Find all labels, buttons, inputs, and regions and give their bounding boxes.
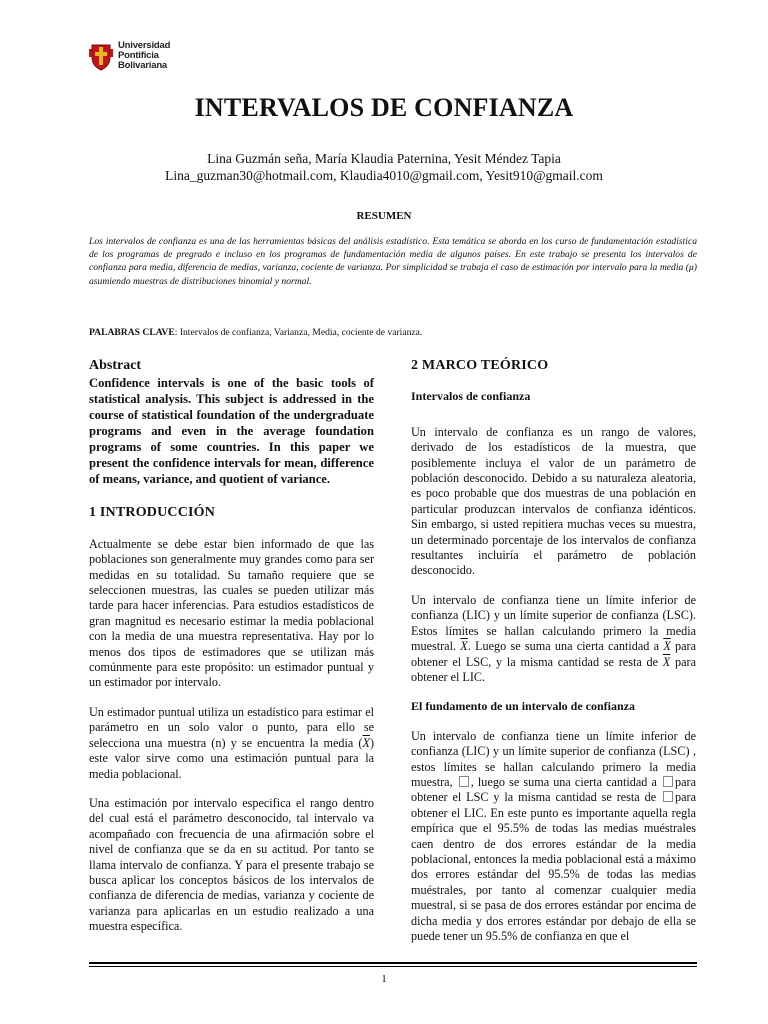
right-column <box>411 358 696 958</box>
xbar-symbol: $\overline{X}$ <box>362 735 370 750</box>
xbar-symbol: $\overline{X}$ <box>663 639 671 654</box>
marco-subheading-1: Intervalos de confianza <box>411 389 531 404</box>
author-emails: Lina_guzman30@hotmail.com, Klaudia4010@gmail.com, Yesit910@gmail.com <box>165 168 603 183</box>
marco-paragraph-3: Un intervalo de confianza tiene un límite inferior de confianza (LIC) y un límite superior de confianza (LSC) , estos límites se hallan calculando primero la media muestra, , luego se suma una cierta cantidad a para obtener el LSC y la misma cantidad se resta de para obtener el LIC. En este punto es importante aquella regla empírica que el 95.5% de todas las medias muéstrales caen dentro de dos errores estándar de la media poblacional, entonces la media poblacional está a máximo dos errores estándar del 95.5% de todas las medias muéstrales, por tanto al comenzar cualquier media muestral, si se pasa de dos errores estándar por encima de dicha media y dos errores estándar por debajo de ella se puede tener un 95.5% de confianza en que el <box>411 728 697 943</box>
resumen-text: Los intervalos de confianza es una de las herramientas básicas del análisis estadístico. Esta temática se aborda en los curso de fundamentación estadística de los programas de pregrado e incluso en los programas de fundamentación media de algunos países. En este trabajo se presenta los intervalos de confianza para media, diferencia de medias, varianza, cociente de varianza. Por simplicidad se trabaja el caso de estimación por intervalo para la media (μ) asumiendo muestras de distribuciones binomial y normal. <box>89 236 697 287</box>
marco-subheading-2: El fundamento de un intervalo de confianza <box>411 699 636 714</box>
crest-icon <box>88 41 114 71</box>
missing-glyph-icon <box>663 791 673 802</box>
xbar-symbol: $\overline{X}$ <box>460 639 468 654</box>
missing-glyph-icon <box>663 776 673 787</box>
abstract-text: Confidence intervals is one of the basic tools of statistical analysis. This subject is addressed in the course of statistical foundation of the undergraduate programs and even in the average foundation programs of some countries. In this paper we present the confidence intervals for mean, difference of means, variance, and quotient of variance. <box>89 376 374 487</box>
resumen-heading: RESUMEN <box>356 210 412 222</box>
keywords <box>89 326 697 339</box>
marco-paragraph-2: Un intervalo de confianza tiene un límite inferior de confianza (LIC) y un límite superior de confianza (LSC). Estos límites se hallan calculando primero la media muestral. $\overline{X}$. Luego se suma una cierta cantidad a $\overline{X}$ para obtener el LSC, y la misma cantidad se resta de $\overline{X}$ para obtener el LIC. <box>411 592 697 684</box>
paper-title: INTERVALOS DE CONFIANZA <box>194 93 574 122</box>
logo-wordmark: Universidad Pontificia Bolivariana <box>118 40 171 71</box>
author-names: Lina Guzmán seña, María Klaudia Paternina, Yesit Méndez Tapia <box>207 151 561 166</box>
author-block <box>0 150 768 184</box>
abstract-heading: Abstract <box>89 358 142 373</box>
marco-heading: 2 MARCO TEÓRICO <box>411 358 549 373</box>
university-logo <box>88 37 184 75</box>
marco-paragraph-1: Un intervalo de confianza es un rango de valores, derivado de los estadísticos de la muestra, que posiblemente incluya el valor de un parámetro de población desconocido. Debido a su naturaleza aleatoria, es poco probable que dos muestras de una población en particular produzcan intervalos de confianza idénticos. Sin embargo, si usted repitiera muchas veces su muestra, un determinado porcentaje de los intervalos de confianza resultantes incluiría el parámetro de población desconocido. <box>411 424 696 578</box>
intro-paragraph-3: Una estimación por intervalo especifica el rango dentro del cual está el parámetro desconocido, tal intervalo va acompañado con frecuencia de una afirmación sobre el nivel de confianza que se da en su actitud. Por tanto se llama intervalo de confianza. Y para el presente trabajo se busca aplicar los conceptos básicos de los intervalos de confianza de diferencia de medias, varianza y cociente de varianza para aplicarlas en un estudio realizado a una muestra específica. <box>89 795 374 934</box>
intro-heading: 1 INTRODUCCIÓN <box>89 505 216 521</box>
page-number: 1 <box>381 973 387 985</box>
missing-glyph-icon <box>459 776 469 787</box>
intro-paragraph-2: Un estimador puntual utiliza un estadístico para estimar el parámetro en un solo valor o punto, para ello se selecciona una muestra (n) y se encuentra la media $(\overline{X})$ este valor sirve como una estimación puntual para la media poblacional. <box>89 704 374 781</box>
footer-rule <box>89 962 697 964</box>
footer-rule-thin <box>89 966 697 967</box>
keywords-label: PALABRAS CLAVE <box>89 327 175 338</box>
intro-paragraph-1: Actualmente se debe estar bien informado de que las poblaciones son generalmente muy grandes como para ser medidas en su totalidad. Su tamaño requiere que se seleccionen muestras, las cuales se pueden utilizar más tarde para hacer inferencias. Para estudios estadísticos de gran magnitud es necesario estimar la media poblacional con la media de una muestra representativa. Hay por lo menos dos tipos de estimadores que se utilizan más comúnmente para este propósito: un estimador puntual y un estimador por intervalo. <box>89 536 374 690</box>
keywords-text: : Intervalos de confianza, Varianza, Media, cociente de varianza. <box>174 327 423 338</box>
xbar-symbol: $\overline{X}$ <box>662 654 671 669</box>
left-column <box>89 358 374 949</box>
